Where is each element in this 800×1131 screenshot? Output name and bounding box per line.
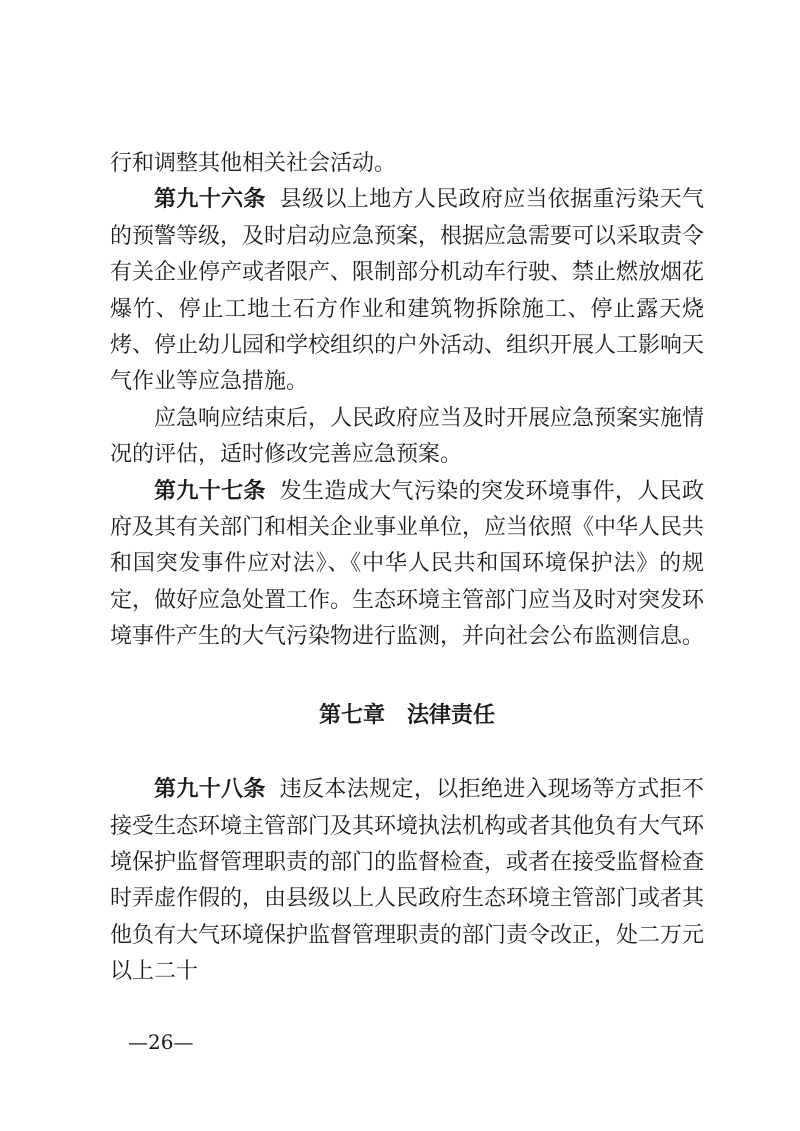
article-96	[110, 182, 704, 400]
article-96-paragraph-2: 应急响应结束后，人民政府应当及时开展应急预案实施情况的评估，适时修改完善应急预案。	[110, 405, 705, 468]
article-98-title: 第九十八条	[154, 777, 266, 803]
chapter-heading: 第七章 法律责任	[318, 702, 495, 728]
page-number: —26—	[128, 1030, 194, 1054]
article-96-title: 第九十六条	[154, 187, 266, 213]
article-96-body: 县级以上地方人民政府应当依据重污染天气的预警等级，及时启动应急预案，根据应急需要可以采取责令有关企业停产或者限产、限制部分机动车行驶、禁止燃放烟花爆竹、停止工地土石方作业和建筑物拆除施工、停止露天烧烤、停止幼儿园和学校组织的户外活动、组织开展人工影响天气作业等应急措施。	[110, 187, 705, 395]
continued-paragraph: 行和调整其他相关社会活动。	[110, 151, 397, 176]
article-98	[110, 772, 704, 990]
document-page	[110, 146, 704, 991]
article-97	[110, 474, 704, 656]
article-97-body: 发生造成大气污染的突发环境事件，人民政府及其有关部门和相关企业事业单位，应当依照《中华人民共和国突发事件应对法》、《中华人民共和国环境保护法》的规定，做好应急处置工作。生态环境主管部门应当及时对突发环境事件产生的大气污染物进行监测，并向社会公布监测信息。	[110, 478, 705, 650]
article-97-title: 第九十七条	[154, 478, 266, 504]
article-98-body: 违反本法规定，以拒绝进入现场等方式拒不接受生态环境主管部门及其环境执法机构或者其他负有大气环境保护监督管理职责的部门的监督检查，或者在接受监督检查时弄虚作假的，由县级以上人民政府生态环境主管部门或者其他负有大气环境保护监督管理职责的部门责令改正，处二万元以上二十	[110, 777, 705, 985]
